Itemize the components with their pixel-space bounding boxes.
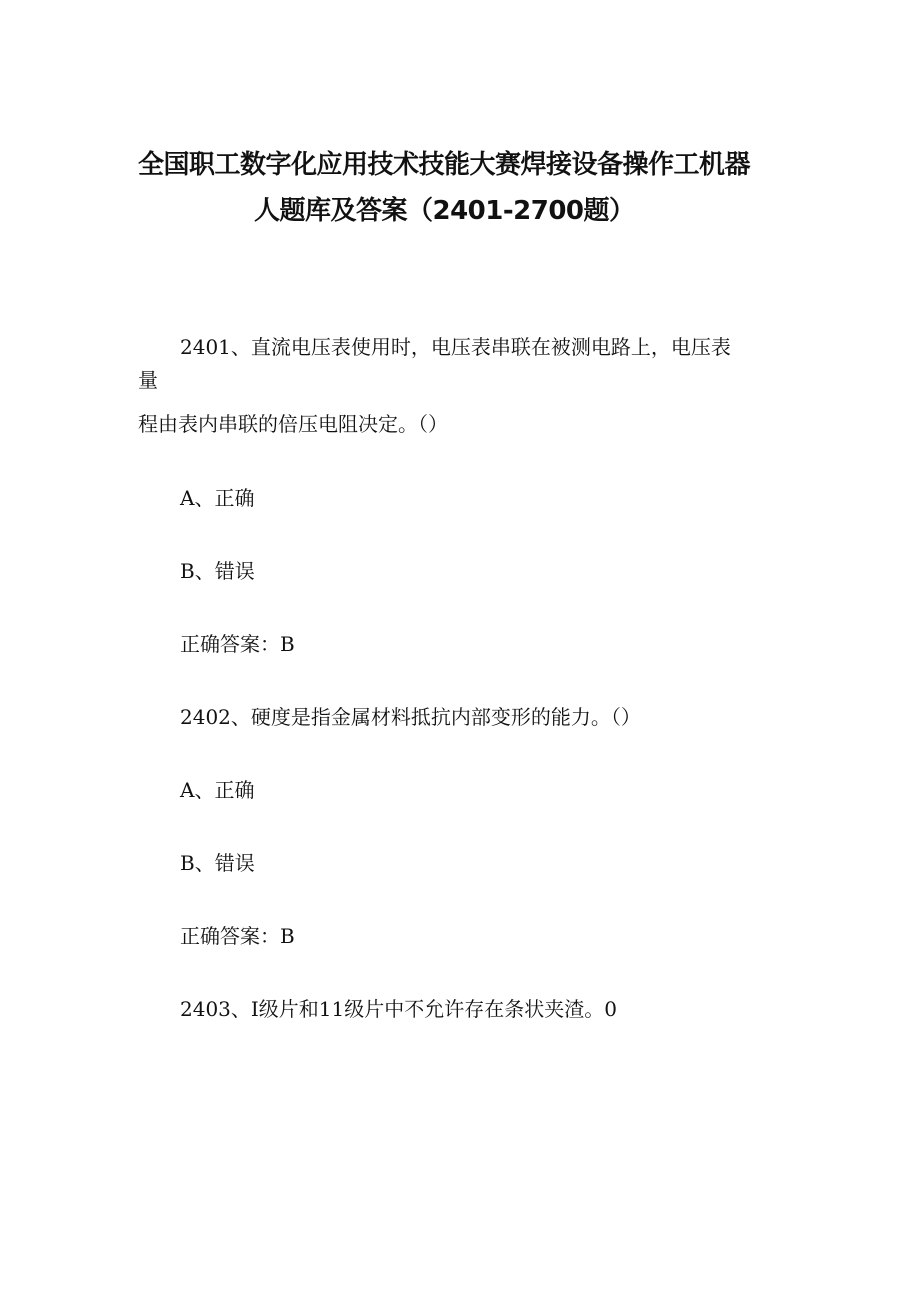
page-title-line-1: 全国职工数字化应用技术技能大赛焊接设备操作工机器 — [138, 150, 751, 180]
option-b: B、错误 — [180, 851, 255, 875]
question-stem-line: 程由表内串联的倍压电阻决定。（） — [138, 412, 448, 436]
option-a: A、正确 — [180, 486, 255, 510]
option-a: A、正确 — [180, 778, 255, 802]
question-stem-line: 2402、硬度是指金属材料抵抗内部变形的能力。（） — [180, 705, 641, 729]
question-stem-line: 2403、I级片和11级片中不允许存在条状夹渣。0 — [180, 997, 617, 1021]
correct-answer: 正确答案：B — [180, 924, 295, 948]
option-b: B、错误 — [180, 559, 255, 583]
page-title — [120, 142, 800, 234]
question-stem-line: 量 — [138, 368, 158, 392]
correct-answer: 正确答案：B — [180, 632, 295, 656]
page-title-line-2: 人题库及答案（2401-2700题） — [254, 196, 635, 226]
question-stem-line: 2401、直流电压表使用时，电压表串联在被测电路上，电压表 — [180, 335, 731, 359]
